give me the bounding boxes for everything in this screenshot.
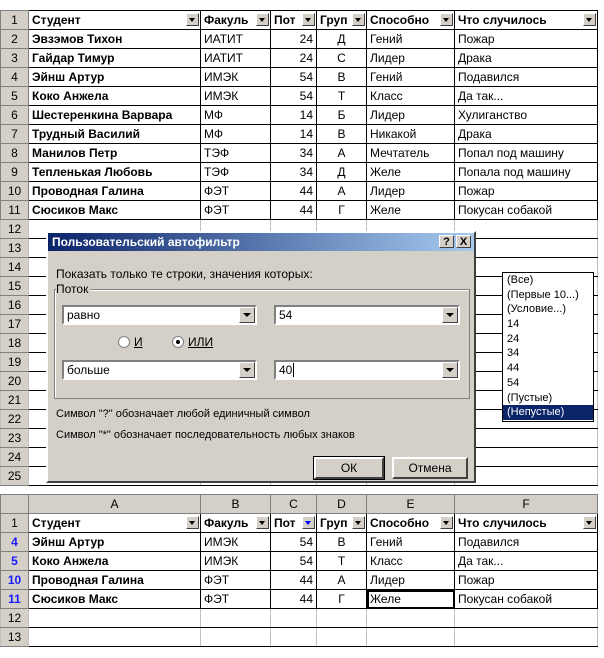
condition1-operator-select[interactable]: [62, 305, 257, 325]
ability-cell[interactable]: Никакой: [367, 125, 455, 144]
or-label: ИЛИ: [188, 335, 214, 349]
row-number[interactable]: 11: [1, 590, 29, 609]
column-header-label: Что случилось: [458, 516, 547, 530]
event-cell[interactable]: Да так...: [455, 552, 598, 571]
row-number[interactable]: 9: [1, 163, 29, 182]
faculty-cell[interactable]: ИАТИТ: [201, 49, 271, 68]
stream-cell[interactable]: 34: [271, 163, 317, 182]
group-cell[interactable]: Т: [317, 552, 367, 571]
row-number[interactable]: 18: [1, 334, 29, 353]
autofilter-dropdown-icon[interactable]: [583, 516, 596, 529]
row-number[interactable]: 2: [1, 30, 29, 49]
empty-cell[interactable]: [367, 628, 455, 647]
column-header-label: Студент: [32, 516, 81, 530]
ability-cell[interactable]: Лидер: [367, 106, 455, 125]
row-number[interactable]: 12: [1, 220, 29, 239]
student-cell[interactable]: Эвзэмов Тихон: [29, 30, 201, 49]
bottom-sheet: [0, 494, 598, 647]
autofilter-dropdown-icon[interactable]: [352, 13, 365, 26]
column-header-label: Груп: [320, 13, 348, 27]
row-number[interactable]: 25: [1, 467, 29, 486]
event-cell[interactable]: Попал под машину: [455, 144, 598, 163]
row-number[interactable]: 14: [1, 258, 29, 277]
stream-cell[interactable]: 44: [271, 571, 317, 590]
stream-cell[interactable]: 54: [271, 87, 317, 106]
empty-cell[interactable]: [317, 609, 367, 628]
group-cell[interactable]: Г: [317, 590, 367, 609]
column-header-label: Студент: [32, 13, 81, 27]
ability-cell[interactable]: Гений: [367, 30, 455, 49]
stream-cell[interactable]: 34: [271, 144, 317, 163]
group-cell[interactable]: С: [317, 49, 367, 68]
stream-cell[interactable]: 24: [271, 49, 317, 68]
student-cell[interactable]: Гайдар Тимур: [29, 49, 201, 68]
condition2-value: 40: [279, 363, 293, 377]
column-header-label: Факуль: [204, 516, 249, 530]
row-number[interactable]: 23: [1, 429, 29, 448]
empty-cell[interactable]: [271, 609, 317, 628]
list-item[interactable]: 34: [507, 347, 520, 360]
custom-autofilter-dialog: [46, 231, 476, 483]
group-cell[interactable]: В: [317, 68, 367, 87]
event-cell[interactable]: Драка: [455, 49, 598, 68]
row-number[interactable]: 10: [1, 182, 29, 201]
group-cell[interactable]: В: [317, 125, 367, 144]
faculty-cell[interactable]: ИМЭК: [201, 87, 271, 106]
group-cell[interactable]: Г: [317, 201, 367, 220]
condition1-operator-value: равно: [67, 308, 101, 322]
row-number[interactable]: 16: [1, 296, 29, 315]
row-number[interactable]: 11: [1, 201, 29, 220]
dialog-title: Пользовательский автофильтр: [52, 235, 240, 249]
table-row: [1, 30, 598, 49]
empty-cell[interactable]: [201, 609, 271, 628]
row-number[interactable]: 19: [1, 353, 29, 372]
row-number[interactable]: 5: [1, 552, 29, 571]
row-number[interactable]: 22: [1, 410, 29, 429]
empty-cell[interactable]: [271, 628, 317, 647]
table-row: [1, 201, 598, 220]
column-letter[interactable]: F: [455, 495, 598, 514]
column-header-3: [317, 514, 367, 533]
table-row: [1, 125, 598, 144]
autofilter-dropdown-icon[interactable]: [186, 516, 199, 529]
row-number[interactable]: 1: [1, 514, 29, 533]
table-row: [1, 182, 598, 201]
row-number[interactable]: 21: [1, 391, 29, 410]
student-cell[interactable]: Сюсиков Макс: [29, 590, 201, 609]
group-cell[interactable]: Д: [317, 30, 367, 49]
faculty-cell[interactable]: ИМЭК: [201, 552, 271, 571]
faculty-cell[interactable]: ИМЭК: [201, 533, 271, 552]
and-radio[interactable]: [118, 336, 130, 348]
empty-cell[interactable]: [455, 609, 598, 628]
column-header-5: [455, 11, 598, 30]
column-header-label: Пот: [274, 516, 296, 530]
column-header-4: [367, 514, 455, 533]
event-cell[interactable]: Да так...: [455, 87, 598, 106]
student-cell[interactable]: Проводная Галина: [29, 571, 201, 590]
event-cell[interactable]: Пожар: [455, 182, 598, 201]
autofilter-dropdown-icon[interactable]: [440, 516, 453, 529]
student-cell[interactable]: Трудный Василий: [29, 125, 201, 144]
event-cell[interactable]: Хулиганство: [455, 106, 598, 125]
list-item[interactable]: 44: [507, 362, 520, 375]
list-item[interactable]: (Первые 10...): [507, 288, 579, 301]
column-header-label: Груп: [320, 516, 348, 530]
or-radio[interactable]: [172, 336, 184, 348]
student-cell[interactable]: Коко Анжела: [29, 87, 201, 106]
column-letter[interactable]: D: [317, 495, 367, 514]
event-cell[interactable]: Подавился: [455, 68, 598, 87]
column-letter[interactable]: A: [29, 495, 201, 514]
table-row: [1, 49, 598, 68]
column-header-3: [317, 11, 367, 30]
group-cell[interactable]: Т: [317, 87, 367, 106]
empty-cell[interactable]: [201, 628, 271, 647]
column-letter[interactable]: B: [201, 495, 271, 514]
empty-row: [1, 628, 598, 647]
table-row: [1, 571, 598, 590]
ability-cell[interactable]: Гений: [367, 68, 455, 87]
faculty-cell[interactable]: ФЭТ: [201, 182, 271, 201]
field-label: Поток: [56, 282, 89, 296]
autofilter-dropdown-icon[interactable]: [352, 516, 365, 529]
dialog-titlebar[interactable]: [48, 233, 474, 251]
column-header-label: Способно: [370, 516, 430, 530]
list-item[interactable]: (Все): [507, 274, 534, 286]
instruction-label: Показать только те строки, значения которых:: [56, 267, 313, 281]
table-row: [1, 144, 598, 163]
ability-cell[interactable]: Класс: [367, 552, 455, 571]
table-row: [1, 590, 598, 609]
column-letter[interactable]: E: [367, 495, 455, 514]
faculty-cell[interactable]: ФЭТ: [201, 571, 271, 590]
hint-question-mark: Символ "?" обозначает любой единичный символ: [56, 408, 310, 420]
row-number[interactable]: 13: [1, 239, 29, 258]
column-header-label: Способно: [370, 13, 430, 27]
row-number[interactable]: 15: [1, 277, 29, 296]
student-cell[interactable]: Шестеренкина Варвара: [29, 106, 201, 125]
empty-cell[interactable]: [367, 609, 455, 628]
column-header-label: Что случилось: [458, 13, 547, 27]
condition2-operator-value: больше: [67, 363, 110, 377]
row-number[interactable]: 20: [1, 372, 29, 391]
autofilter-dropdown-icon[interactable]: [583, 13, 596, 26]
table-row: [1, 533, 598, 552]
column-header-0: [29, 11, 201, 30]
event-cell[interactable]: Пожар: [455, 30, 598, 49]
list-item[interactable]: (Условие...): [507, 303, 567, 316]
chevron-down-icon[interactable]: [239, 362, 255, 378]
ability-cell[interactable]: Лидер: [367, 571, 455, 590]
ability-cell[interactable]: Лидер: [367, 182, 455, 201]
row-number[interactable]: 17: [1, 315, 29, 334]
stream-cell[interactable]: 54: [271, 552, 317, 571]
column-header-2: [271, 514, 317, 533]
student-cell[interactable]: Тепленькая Любовь: [29, 163, 201, 182]
autofilter-dropdown-icon[interactable]: [440, 13, 453, 26]
row-number[interactable]: 3: [1, 49, 29, 68]
ability-cell[interactable]: Гений: [367, 533, 455, 552]
column-header-2: [271, 11, 317, 30]
row-number[interactable]: 4: [1, 68, 29, 87]
autofilter-dropdown-icon[interactable]: [256, 13, 269, 26]
ability-cell[interactable]: Класс: [367, 87, 455, 106]
student-cell[interactable]: Коко Анжела: [29, 552, 201, 571]
event-cell[interactable]: Попала под машину: [455, 163, 598, 182]
faculty-cell[interactable]: МФ: [201, 106, 271, 125]
student-cell[interactable]: Сюсиков Макс: [29, 201, 201, 220]
autofilter-dropdown-icon[interactable]: [302, 516, 315, 529]
cancel-button[interactable]: Отмена: [392, 457, 468, 479]
faculty-cell[interactable]: ФЭТ: [201, 590, 271, 609]
empty-row: [1, 609, 598, 628]
stream-cell[interactable]: 14: [271, 106, 317, 125]
group-cell[interactable]: А: [317, 571, 367, 590]
autofilter-dropdown-icon[interactable]: [302, 13, 315, 26]
list-item[interactable]: (Пустые): [507, 391, 553, 404]
table-row: [1, 68, 598, 87]
column-header-5: [455, 514, 598, 533]
ability-cell[interactable]: Желе: [367, 590, 455, 609]
autofilter-dropdown-icon[interactable]: [256, 516, 269, 529]
row-number[interactable]: 13: [1, 628, 29, 647]
stream-cell[interactable]: 44: [271, 590, 317, 609]
column-letter[interactable]: C: [271, 495, 317, 514]
group-cell[interactable]: А: [317, 182, 367, 201]
student-cell[interactable]: Манилов Петр: [29, 144, 201, 163]
table-row: [1, 106, 598, 125]
column-letters-row: [1, 495, 598, 514]
empty-cell[interactable]: [455, 628, 598, 647]
close-button[interactable]: X: [456, 235, 471, 248]
group-cell[interactable]: Б: [317, 106, 367, 125]
column-header-4: [367, 11, 455, 30]
event-cell[interactable]: Покусан собакой: [455, 590, 598, 609]
ability-cell[interactable]: Мечтатель: [367, 144, 455, 163]
faculty-cell[interactable]: ТЭФ: [201, 163, 271, 182]
stream-cell[interactable]: 14: [271, 125, 317, 144]
row-number[interactable]: 8: [1, 144, 29, 163]
row-number[interactable]: 24: [1, 448, 29, 467]
header-row: [1, 11, 598, 30]
student-cell[interactable]: Эйнш Артур: [29, 533, 201, 552]
row-number[interactable]: 4: [1, 533, 29, 552]
column-header-1: [201, 11, 271, 30]
autofilter-dropdown-icon[interactable]: [186, 13, 199, 26]
faculty-cell[interactable]: МФ: [201, 125, 271, 144]
text-cursor: [293, 363, 294, 377]
row-number[interactable]: 12: [1, 609, 29, 628]
chevron-down-icon[interactable]: [442, 362, 458, 378]
student-cell[interactable]: Эйнш Артур: [29, 68, 201, 87]
faculty-cell[interactable]: ИМЭК: [201, 68, 271, 87]
ability-cell[interactable]: Желе: [367, 163, 455, 182]
stream-cell[interactable]: 54: [271, 68, 317, 87]
condition1-value: 54: [279, 308, 293, 322]
column-header-1: [201, 514, 271, 533]
table-row: [1, 163, 598, 182]
ok-button[interactable]: ОК: [314, 457, 384, 479]
list-item[interactable]: 54: [507, 376, 520, 389]
column-header-0: [29, 514, 201, 533]
table-row: [1, 87, 598, 106]
chevron-down-icon[interactable]: [442, 307, 458, 323]
row-number[interactable]: 5: [1, 87, 29, 106]
stream-cell[interactable]: 54: [271, 533, 317, 552]
group-cell[interactable]: Д: [317, 163, 367, 182]
group-cell[interactable]: А: [317, 144, 367, 163]
faculty-cell[interactable]: ТЭФ: [201, 144, 271, 163]
table-row: [1, 552, 598, 571]
condition2-value-input[interactable]: [274, 360, 460, 380]
student-cell[interactable]: Проводная Галина: [29, 182, 201, 201]
empty-cell[interactable]: [29, 609, 201, 628]
hint-asterisk: Символ "*" обозначает последовательность любых знаков: [56, 429, 355, 441]
ability-cell[interactable]: Лидер: [367, 49, 455, 68]
row-number[interactable]: 7: [1, 125, 29, 144]
condition1-value-select[interactable]: [274, 305, 460, 325]
faculty-cell[interactable]: ИАТИТ: [201, 30, 271, 49]
list-item[interactable]: (Непустые): [503, 405, 593, 420]
event-cell[interactable]: Подавился: [455, 533, 598, 552]
ability-cell[interactable]: Желе: [367, 201, 455, 220]
group-cell[interactable]: В: [317, 533, 367, 552]
column-header-label: Факуль: [204, 13, 249, 27]
row-number[interactable]: 1: [1, 11, 29, 30]
empty-cell[interactable]: [29, 628, 201, 647]
event-cell[interactable]: Покусан собакой: [455, 201, 598, 220]
list-item[interactable]: 24: [507, 332, 520, 345]
row-number[interactable]: 10: [1, 571, 29, 590]
chevron-down-icon[interactable]: [239, 307, 255, 323]
condition2-operator-select[interactable]: [62, 360, 257, 380]
stream-cell[interactable]: 44: [271, 201, 317, 220]
row-number[interactable]: 6: [1, 106, 29, 125]
column-header-label: Пот: [274, 13, 296, 27]
empty-cell[interactable]: [317, 628, 367, 647]
header-row: [1, 514, 598, 533]
event-cell[interactable]: Драка: [455, 125, 598, 144]
stream-cell[interactable]: 24: [271, 30, 317, 49]
list-item[interactable]: 14: [507, 318, 520, 331]
autofilter-value-list[interactable]: [502, 272, 594, 422]
and-label: И: [134, 335, 143, 349]
stream-cell[interactable]: 44: [271, 182, 317, 201]
faculty-cell[interactable]: ФЭТ: [201, 201, 271, 220]
select-all-corner[interactable]: [1, 495, 29, 514]
event-cell[interactable]: Пожар: [455, 571, 598, 590]
help-button[interactable]: ?: [439, 235, 454, 248]
